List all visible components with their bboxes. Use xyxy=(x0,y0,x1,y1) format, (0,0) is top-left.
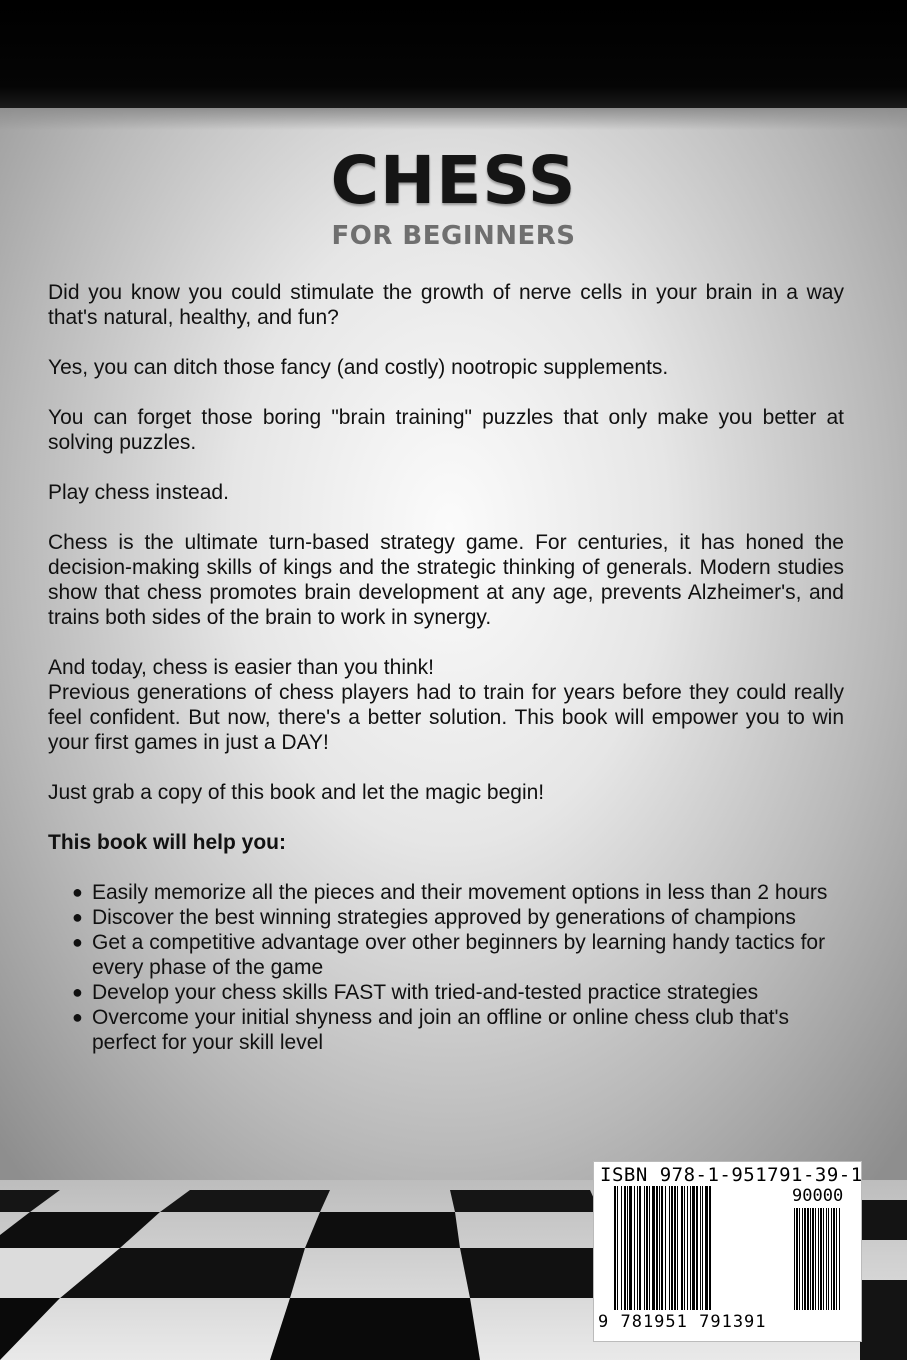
floor-tile xyxy=(860,1200,907,1240)
barcode-bar xyxy=(839,1208,840,1310)
list-item-text: Develop your chess skills FAST with tried-and-tested practice strategies xyxy=(92,981,759,1004)
list-item xyxy=(48,1005,844,1055)
blurb-paragraph: You can forget those boring "brain training" puzzles that only make you better at solving puzzles. xyxy=(48,406,844,454)
isbn-barcode xyxy=(593,1161,862,1342)
barcode-bar xyxy=(833,1208,835,1310)
floor-tile xyxy=(160,1190,330,1212)
barcode-bar xyxy=(637,1186,638,1310)
list-item-text: Discover the best winning strategies approved by generations of champions xyxy=(92,906,796,929)
floor-tile xyxy=(460,1248,600,1298)
blurb-paragraph: Yes, you can ditch those fancy (and costly) nootropic supplements. xyxy=(48,356,669,379)
isbn-label: ISBN 978-1-951791-39-1 xyxy=(600,1164,863,1186)
list-item-text: Easily memorize all the pieces and their movement options in less than 2 hours xyxy=(92,881,828,904)
barcode-bar xyxy=(799,1208,800,1310)
barcode-bar xyxy=(826,1208,827,1310)
barcode-bar xyxy=(802,1208,803,1310)
barcode-bar xyxy=(661,1186,663,1310)
bullet-icon: ● xyxy=(72,982,83,1002)
barcode-bar xyxy=(634,1186,635,1310)
list-item xyxy=(48,905,844,930)
floor-tile xyxy=(860,1280,907,1360)
barcode-bar xyxy=(656,1186,658,1310)
barcode-bar xyxy=(687,1186,688,1310)
list-item xyxy=(48,980,844,1005)
blurb-paragraph: Chess is the ultimate turn-based strategy game. For centuries, it has honed the decision-making skills of kings and the strategic thinking of generals. Modern studies show that chess promotes brain development at any age, prevents Alzheimer's, and trains both sides of the brain to work in synergy. xyxy=(48,531,844,629)
barcode-bar xyxy=(677,1186,678,1310)
barcode-bar xyxy=(804,1208,806,1310)
blurb-paragraph: Just grab a copy of this book and let the magic begin! xyxy=(48,781,545,804)
barcode-bar xyxy=(696,1186,698,1310)
barcode-bar xyxy=(624,1186,626,1310)
barcode-bar xyxy=(836,1208,837,1310)
barcode-bar xyxy=(812,1208,814,1310)
barcode-bar xyxy=(649,1186,650,1310)
barcode-bar xyxy=(807,1208,809,1310)
price-code: 90000 xyxy=(792,1186,844,1206)
barcode-bar xyxy=(644,1186,645,1310)
bullet-icon: ● xyxy=(72,907,83,927)
floor-tile xyxy=(305,1212,460,1248)
barcode-bar xyxy=(820,1208,822,1310)
barcode-bar xyxy=(831,1208,832,1310)
barcode-bar xyxy=(659,1186,660,1310)
barcode-bar xyxy=(823,1208,824,1310)
barcode-bar xyxy=(794,1208,795,1310)
barcode-bar xyxy=(709,1186,711,1310)
blurb-paragraph: And today, chess is easier than you think! xyxy=(48,656,434,679)
barcode-bar xyxy=(652,1186,655,1310)
floor-tile xyxy=(270,1298,480,1360)
barcode-bar xyxy=(810,1208,811,1310)
book-title: CHESS xyxy=(330,142,577,219)
top-black-band xyxy=(0,0,907,108)
barcode-bar xyxy=(669,1186,670,1310)
book-subtitle: FOR BEGINNERS xyxy=(331,221,576,251)
blurb xyxy=(48,280,844,1055)
barcode-bar xyxy=(627,1186,628,1310)
benefits-list xyxy=(48,880,844,1055)
barcode-bar xyxy=(690,1186,691,1310)
barcode-bar xyxy=(702,1186,703,1310)
barcode-bar xyxy=(665,1186,666,1310)
top-shading xyxy=(0,108,907,130)
blurb-paragraph: Did you know you could stimulate the growth of nerve cells in your brain in a way that's natural, healthy, and fun? xyxy=(48,281,844,329)
floor-tile xyxy=(450,1190,600,1212)
barcode-bar xyxy=(828,1208,829,1310)
barcode-bar xyxy=(681,1186,683,1310)
barcode-bar xyxy=(614,1186,616,1310)
barcode-bar xyxy=(674,1186,676,1310)
barcode-bar xyxy=(629,1186,632,1310)
list-item-text: Get a competitive advantage over other beginners by learning handy tactics for every phase of the game xyxy=(92,931,826,979)
barcode-bar xyxy=(815,1208,816,1310)
bullet-icon: ● xyxy=(72,882,83,902)
barcode-bar xyxy=(796,1208,798,1310)
barcode-bar xyxy=(692,1186,695,1310)
list-item-text: Overcome your initial shyness and join an offline or online chess club that's perfect for your skill level xyxy=(92,1006,789,1054)
barcode-bar xyxy=(818,1208,819,1310)
list-item xyxy=(48,880,844,905)
barcode-bar xyxy=(684,1186,685,1310)
barcode-bar xyxy=(617,1186,618,1310)
blurb-paragraph: Play chess instead. xyxy=(48,481,229,504)
bullet-icon: ● xyxy=(72,1007,83,1027)
barcode-bar xyxy=(705,1186,708,1310)
barcode-bar xyxy=(639,1186,641,1310)
barcode-bar xyxy=(671,1186,673,1310)
barcode-bar xyxy=(700,1186,701,1310)
benefits-heading: This book will help you: xyxy=(48,831,287,854)
barcode-bar xyxy=(621,1186,622,1310)
bullet-icon: ● xyxy=(72,932,83,952)
barcode-digits: 9 781951 791391 xyxy=(598,1312,767,1332)
list-item xyxy=(48,930,844,980)
barcode-bar xyxy=(646,1186,648,1310)
blurb-paragraph: Previous generations of chess players had to train for years before they could really feel confident. But now, there's a better solution. This book will empower you to win your first games in just a DAY! xyxy=(48,681,844,754)
